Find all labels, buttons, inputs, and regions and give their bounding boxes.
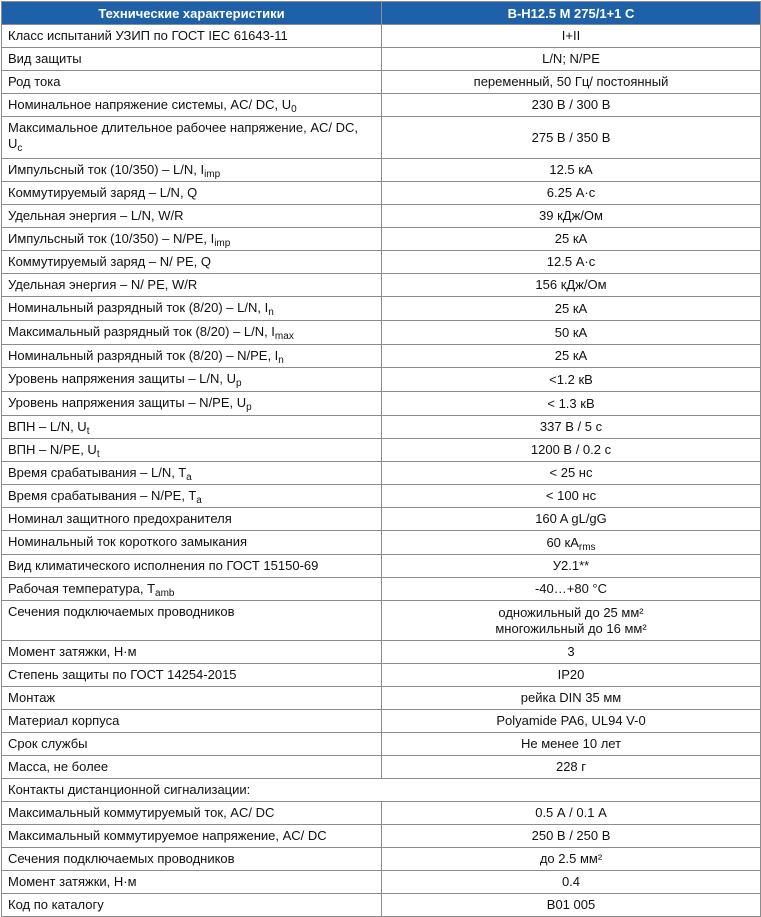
table-row	[2, 802, 761, 825]
value-cell	[382, 664, 761, 687]
table-row	[2, 71, 761, 94]
value-cell	[382, 894, 761, 917]
value-text: I+II	[561, 28, 581, 43]
table-row	[2, 159, 761, 182]
value-cell	[382, 508, 761, 531]
table-row	[2, 368, 761, 392]
param-cell	[2, 345, 382, 368]
param-subscript: a	[196, 495, 202, 506]
value-text: 337 В / 5 с	[539, 419, 603, 434]
param-cell	[2, 321, 382, 345]
value-cell	[382, 368, 761, 392]
param-subscript: p	[236, 378, 242, 389]
table-row	[2, 601, 761, 641]
value-cell	[382, 462, 761, 485]
param-label: Момент затяжки, Н·м	[8, 644, 137, 659]
table-row	[2, 664, 761, 687]
table-row	[2, 94, 761, 117]
param-cell	[2, 274, 382, 297]
value-text: 25 кА	[554, 348, 588, 363]
value-cell	[382, 733, 761, 756]
value-cell	[382, 687, 761, 710]
table-row	[2, 555, 761, 578]
table-row	[2, 531, 761, 555]
value-cell	[382, 345, 761, 368]
table-row	[2, 848, 761, 871]
param-label: Уровень напряжения защиты – L/N, U	[8, 371, 237, 386]
table-row	[2, 756, 761, 779]
value-text: 228 г	[555, 759, 587, 774]
value-cell	[382, 392, 761, 416]
param-label: Масса, не более	[8, 759, 109, 774]
value-cell	[382, 601, 761, 641]
param-cell	[2, 485, 382, 508]
table-header-row	[2, 2, 761, 25]
param-cell	[2, 687, 382, 710]
param-label: Степень защиты по ГОСТ 14254-2015	[8, 667, 237, 682]
value-text: 1200 В / 0.2 с	[530, 442, 612, 457]
value-cell	[382, 297, 761, 321]
value-text: 39 кДж/Ом	[539, 208, 603, 223]
value-text: < 1.3 кВ	[547, 395, 595, 411]
param-cell	[2, 94, 382, 117]
param-cell	[2, 710, 382, 733]
table-row	[2, 894, 761, 917]
value-text: <1.2 кВ	[549, 371, 593, 387]
param-cell	[2, 71, 382, 94]
param-label: Срок службы	[8, 736, 88, 751]
value-text: 0.4	[561, 874, 581, 889]
param-label: Номинальный разрядный ток (8/20) – N/PE, I	[8, 348, 279, 363]
value-cell	[382, 321, 761, 345]
value-cell	[382, 25, 761, 48]
value-text: 230 В / 300 В	[531, 97, 611, 112]
param-label: Род тока	[8, 74, 61, 89]
param-subscript: n	[268, 307, 274, 318]
value-text: У2.1**	[552, 558, 590, 573]
value-text: 250 В / 250 В	[531, 828, 611, 843]
param-cell	[2, 368, 382, 392]
value-cell	[382, 117, 761, 159]
param-label: Вид защиты	[8, 51, 82, 66]
value-cell	[382, 825, 761, 848]
param-label: Номинал защитного предохранителя	[8, 511, 232, 526]
value-cell	[382, 439, 761, 462]
param-label: Импульсный ток (10/350) – L/N, I	[8, 162, 205, 177]
value-cell	[382, 871, 761, 894]
param-label: Коммутируемый заряд – L/N, Q	[8, 185, 198, 200]
value-cell	[382, 802, 761, 825]
param-label: Сечения подключаемых проводников	[8, 604, 235, 619]
param-label: Вид климатического исполнения по ГОСТ 15150-69	[8, 558, 319, 573]
value-text: < 100 нс	[545, 488, 597, 503]
param-subscript: imp	[214, 238, 231, 249]
value-cell	[382, 756, 761, 779]
header-model: B-H12.5 M 275/1+1 C	[382, 2, 761, 25]
value-text: B01 005	[546, 897, 596, 912]
table-row	[2, 48, 761, 71]
value-cell	[382, 485, 761, 508]
value-text: 6.25 А·с	[546, 185, 596, 200]
value-text: < 25 нс	[549, 465, 593, 480]
param-label: Материал корпуса	[8, 713, 120, 728]
param-cell	[2, 25, 382, 48]
param-subscript: t	[96, 449, 100, 460]
table-row	[2, 117, 761, 159]
param-subscript: 0	[291, 104, 297, 115]
param-cell	[2, 871, 382, 894]
value-text: Polyamide PA6, UL94 V-0	[496, 713, 646, 728]
value-cell	[382, 182, 761, 205]
table-row	[2, 825, 761, 848]
param-cell	[2, 578, 382, 601]
param-subscript: c	[17, 143, 23, 154]
param-subscript: n	[278, 355, 284, 366]
table-row	[2, 416, 761, 439]
value-text: 60 кА	[546, 534, 579, 550]
param-label: Номинальный ток короткого замыкания	[8, 534, 248, 549]
value-cell	[382, 251, 761, 274]
param-label: Момент затяжки, Н·м	[8, 874, 137, 889]
table-row	[2, 439, 761, 462]
param-subscript: max	[274, 331, 294, 342]
table-row	[2, 251, 761, 274]
param-label: Коммутируемый заряд – N/ PE, Q	[8, 254, 212, 269]
value-cell	[382, 71, 761, 94]
value-text: 275 В / 350 В	[531, 129, 611, 145]
table-row	[2, 578, 761, 601]
param-label: Рабочая температура, T	[8, 581, 156, 596]
param-subscript: p	[246, 402, 252, 413]
value-text: IP20	[557, 667, 585, 682]
param-cell	[2, 117, 382, 159]
value-cell	[382, 94, 761, 117]
param-label: Уровень напряжения защиты – N/PE, U	[8, 395, 247, 410]
param-cell	[2, 779, 761, 802]
table-row	[2, 274, 761, 297]
value-text-line2: многожильный до 16 мм²	[495, 620, 647, 636]
value-cell	[382, 531, 761, 555]
value-text: Не менее 10 лет	[520, 736, 622, 751]
param-cell	[2, 251, 382, 274]
section-row	[2, 779, 761, 802]
param-label: Номинальный разрядный ток (8/20) – L/N, I	[8, 300, 269, 315]
table-row	[2, 392, 761, 416]
table-row	[2, 710, 761, 733]
param-cell	[2, 508, 382, 531]
param-cell	[2, 664, 382, 687]
param-label: Удельная энергия – L/N, W/R	[8, 208, 184, 223]
table-row	[2, 205, 761, 228]
table-row	[2, 25, 761, 48]
param-label: ВПН – N/PE, U	[8, 442, 97, 457]
param-cell	[2, 531, 382, 555]
param-cell	[2, 182, 382, 205]
value-text: до 2.5 мм²	[539, 851, 603, 866]
table-row	[2, 485, 761, 508]
table-row	[2, 228, 761, 251]
param-cell	[2, 825, 382, 848]
param-label: Контакты дистанционной сигнализации:	[8, 782, 251, 797]
value-text: одножильный до 25 мм²	[498, 604, 644, 620]
value-subscript: rms	[578, 541, 596, 553]
value-text: переменный, 50 Гц/ постоянный	[473, 74, 669, 89]
value-text: 25 кА	[554, 231, 588, 246]
table-row	[2, 462, 761, 485]
param-cell	[2, 392, 382, 416]
param-cell	[2, 416, 382, 439]
param-label: Максимальный коммутируемый ток, AC/ DC	[8, 805, 275, 820]
value-text: -40…+80 °С	[534, 581, 608, 596]
table-row	[2, 687, 761, 710]
param-label: Максимальное длительное рабочее напряжение, AC/ DC, U	[8, 120, 358, 151]
value-text: 12.5 кА	[549, 162, 593, 177]
table-row	[2, 321, 761, 345]
value-cell	[382, 848, 761, 871]
param-cell	[2, 802, 382, 825]
param-cell	[2, 756, 382, 779]
param-cell	[2, 462, 382, 485]
value-text: 25 кА	[554, 300, 588, 316]
param-cell	[2, 159, 382, 182]
value-cell	[382, 555, 761, 578]
param-cell	[2, 205, 382, 228]
table-row	[2, 508, 761, 531]
value-text: 50 кА	[554, 324, 588, 340]
value-cell	[382, 228, 761, 251]
header-param: Технические характеристики	[2, 2, 382, 25]
param-cell	[2, 894, 382, 917]
value-cell	[382, 205, 761, 228]
param-label: Класс испытаний УЗИП по ГОСТ IEC 61643-11	[8, 28, 288, 43]
param-cell	[2, 439, 382, 462]
param-label: Время срабатывания – L/N, T	[8, 465, 187, 480]
table-row	[2, 297, 761, 321]
value-text: рейка DIN 35 мм	[520, 690, 622, 705]
param-label: Время срабатывания – N/PE, T	[8, 488, 197, 503]
param-cell	[2, 601, 382, 641]
param-cell	[2, 48, 382, 71]
value-cell	[382, 274, 761, 297]
param-subscript: amb	[155, 588, 175, 599]
value-text: 0.5 А / 0.1 А	[535, 805, 607, 820]
value-text: 160 A gL/gG	[535, 511, 607, 526]
value-cell	[382, 48, 761, 71]
param-subscript: a	[186, 472, 192, 483]
table-row	[2, 641, 761, 664]
value-cell	[382, 416, 761, 439]
param-label: Монтаж	[8, 690, 56, 705]
value-text: L/N; N/PE	[542, 51, 600, 66]
param-label: Номинальное напряжение системы, AC/ DC, U	[8, 97, 292, 112]
param-label: Удельная энергия – N/ PE, W/R	[8, 277, 198, 292]
param-label: Сечения подключаемых проводников	[8, 851, 235, 866]
param-label: Код по каталогу	[8, 897, 104, 912]
value-cell	[382, 578, 761, 601]
param-cell	[2, 733, 382, 756]
param-label: ВПН – L/N, U	[8, 419, 87, 434]
value-text: 156 кДж/Ом	[535, 277, 607, 292]
param-label: Максимальный разрядный ток (8/20) – L/N, I	[8, 324, 275, 339]
param-cell	[2, 848, 382, 871]
value-cell	[382, 641, 761, 664]
param-cell	[2, 641, 382, 664]
param-subscript: t	[86, 426, 90, 437]
param-label: Импульсный ток (10/350) – N/PE, I	[8, 231, 215, 246]
table-row	[2, 871, 761, 894]
param-cell	[2, 228, 382, 251]
spec-table-body	[2, 25, 761, 917]
value-cell	[382, 159, 761, 182]
param-subscript: imp	[204, 169, 221, 180]
spec-table	[1, 1, 761, 917]
table-row	[2, 345, 761, 368]
table-row	[2, 182, 761, 205]
param-label: Максимальный коммутируемое напряжение, AC/ DC	[8, 828, 327, 843]
param-cell	[2, 555, 382, 578]
param-cell	[2, 297, 382, 321]
table-row	[2, 733, 761, 756]
value-cell	[382, 710, 761, 733]
value-text: 3	[567, 644, 575, 659]
value-text: 12.5 А·с	[546, 254, 596, 269]
